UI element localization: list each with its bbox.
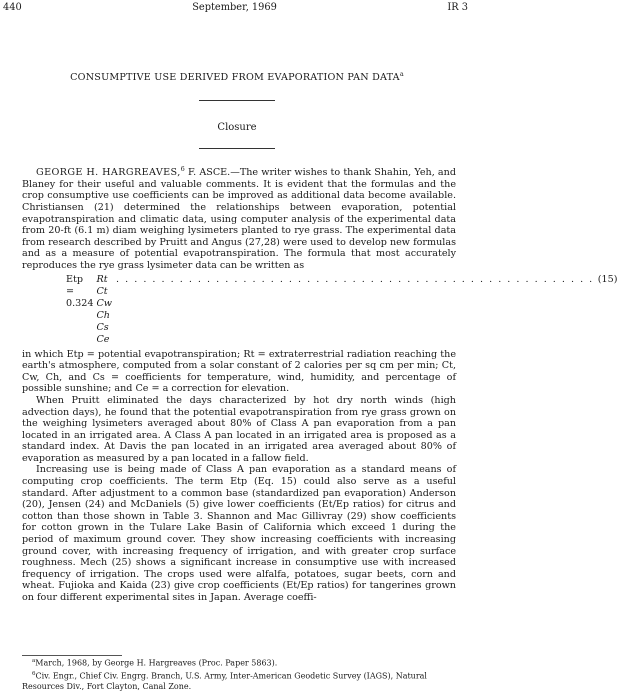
- footnote-a: [22, 656, 456, 669]
- issue-date: September, 1969: [192, 2, 277, 13]
- footnote-6-text: Civ. Engr., Chief Civ. Engrg. Branch, U.S. Army, Inter-American Geodetic Survey (IAGS), Natural Resources Div., Fort Clayton, Canal Zone.: [22, 671, 427, 691]
- equation-15: [22, 273, 618, 346]
- equation-leader-dots: . . . . . . . . . . . . . . . . . . . . . . . . . . . . . . . . . . . . . . . . . . . . . . . . . . . . .: [116, 273, 594, 285]
- equation-rhs: Rt Ct Cw Ch Cs Ce: [96, 273, 113, 345]
- equation-number: (15): [597, 273, 618, 285]
- article-body: [22, 164, 618, 604]
- section-heading: Closure: [217, 122, 257, 133]
- paragraph-2: in which Etp = potential evapotranspiration; Rt = extraterrestrial radiation reaching the earth's atmosphere, computed from a solar constant of 2 calories per sq cm per min; Ct, Cw, Ch, and Cs = coefficients for temperature, wind, humidity, and percentage of possible sunshine; and Ce = a correction for elevation.: [22, 348, 456, 395]
- article-title: [0, 68, 474, 84]
- footnote-a-text: March, 1968, by George H. Hargreaves (Proc. Paper 5863).: [35, 658, 278, 668]
- footnotes: [22, 656, 456, 692]
- page-number: 440: [3, 2, 22, 13]
- running-header: [3, 2, 468, 14]
- paragraph-3: When Pruitt eliminated the days characterized by hot dry north winds (high advection days), he found that the potential evapotranspiration from rye grass grown on the weighing lysimeters averaged about 80% of Class A pan evaporation from a pan located in an irrigated area. A Class A pan located in an irrigated area is proposed as a standard index. At Davis the pan located in an irrigated area averaged about 80% of evaporation as measured by a pan located in a fallow field.: [22, 394, 456, 464]
- footnote-6: [22, 669, 456, 692]
- journal-issue: IR 3: [447, 2, 468, 13]
- title-footnote-marker: a: [399, 70, 404, 78]
- footnote-a-marker: a: [32, 658, 36, 664]
- title-divider: [199, 100, 275, 101]
- paragraph-4: Increasing use is being made of Class A pan evaporation as a standard means of computing crop coefficients. The term Etp (Eq. 15) could also serve as a useful standard. After adjustment to a common base (standardized pan evaporation) Anderson (20), Jensen (24) and McDaniels (5) give lower coefficients (Et/Ep ratios) for citrus and cotton than those shown in Table 3. Shannon and Mac Gillivray (29) show coefficients for cotton grown in the Tulare Lake Basin of California which exceed 1 during the period of maximum ground cover. They show increasing coefficients with increasing ground cover, with increasing frequency of irrigation, and with greater crop surface roughness. Mech (25) shows a significant increase in consumptive use with increased frequency of irrigation. The crops used were alfalfa, potatoes, sugar beets, corn and wheat. Fujioka and Kaida (23) give crop coefficients (Et/Ep ratios) for tangerines grown on four different experimental sites in Japan. Average coeffi-: [22, 464, 456, 603]
- author-affiliation: F. ASCE.: [184, 167, 231, 179]
- author-name: GEORGE H. HARGREAVES,: [36, 167, 181, 179]
- article-title-text: CONSUMPTIVE USE DERIVED FROM EVAPORATION PAN DATA: [70, 72, 400, 84]
- paragraph-1: [22, 164, 456, 272]
- section-divider: [199, 148, 275, 149]
- paragraph-1-text: —The writer wishes to thank Shahin, Yeh, and Blaney for their useful and valuable comments. It is evident that the formulas and the crop consumptive use coefficients can be improved as additional data become available. Christiansen (21) determined the relationships between evaporation, potential evapotranspiration and climatic data, using computer analysis of the experimental data from 20-ft (6.1 m) diam weighing lysimeters planted to rye grass. The experimental data from research described by Pruitt and Angus (27,28) were used to develop new formulas and as a measure of potential evapotranspiration. The formula that most accurately reproduces the rye grass lysimeter data can be written as: [22, 167, 456, 271]
- author-footnote-marker: 6: [180, 165, 185, 173]
- equation-lhs: Etp = 0.324: [66, 273, 94, 309]
- footnote-6-marker: 6: [32, 670, 36, 677]
